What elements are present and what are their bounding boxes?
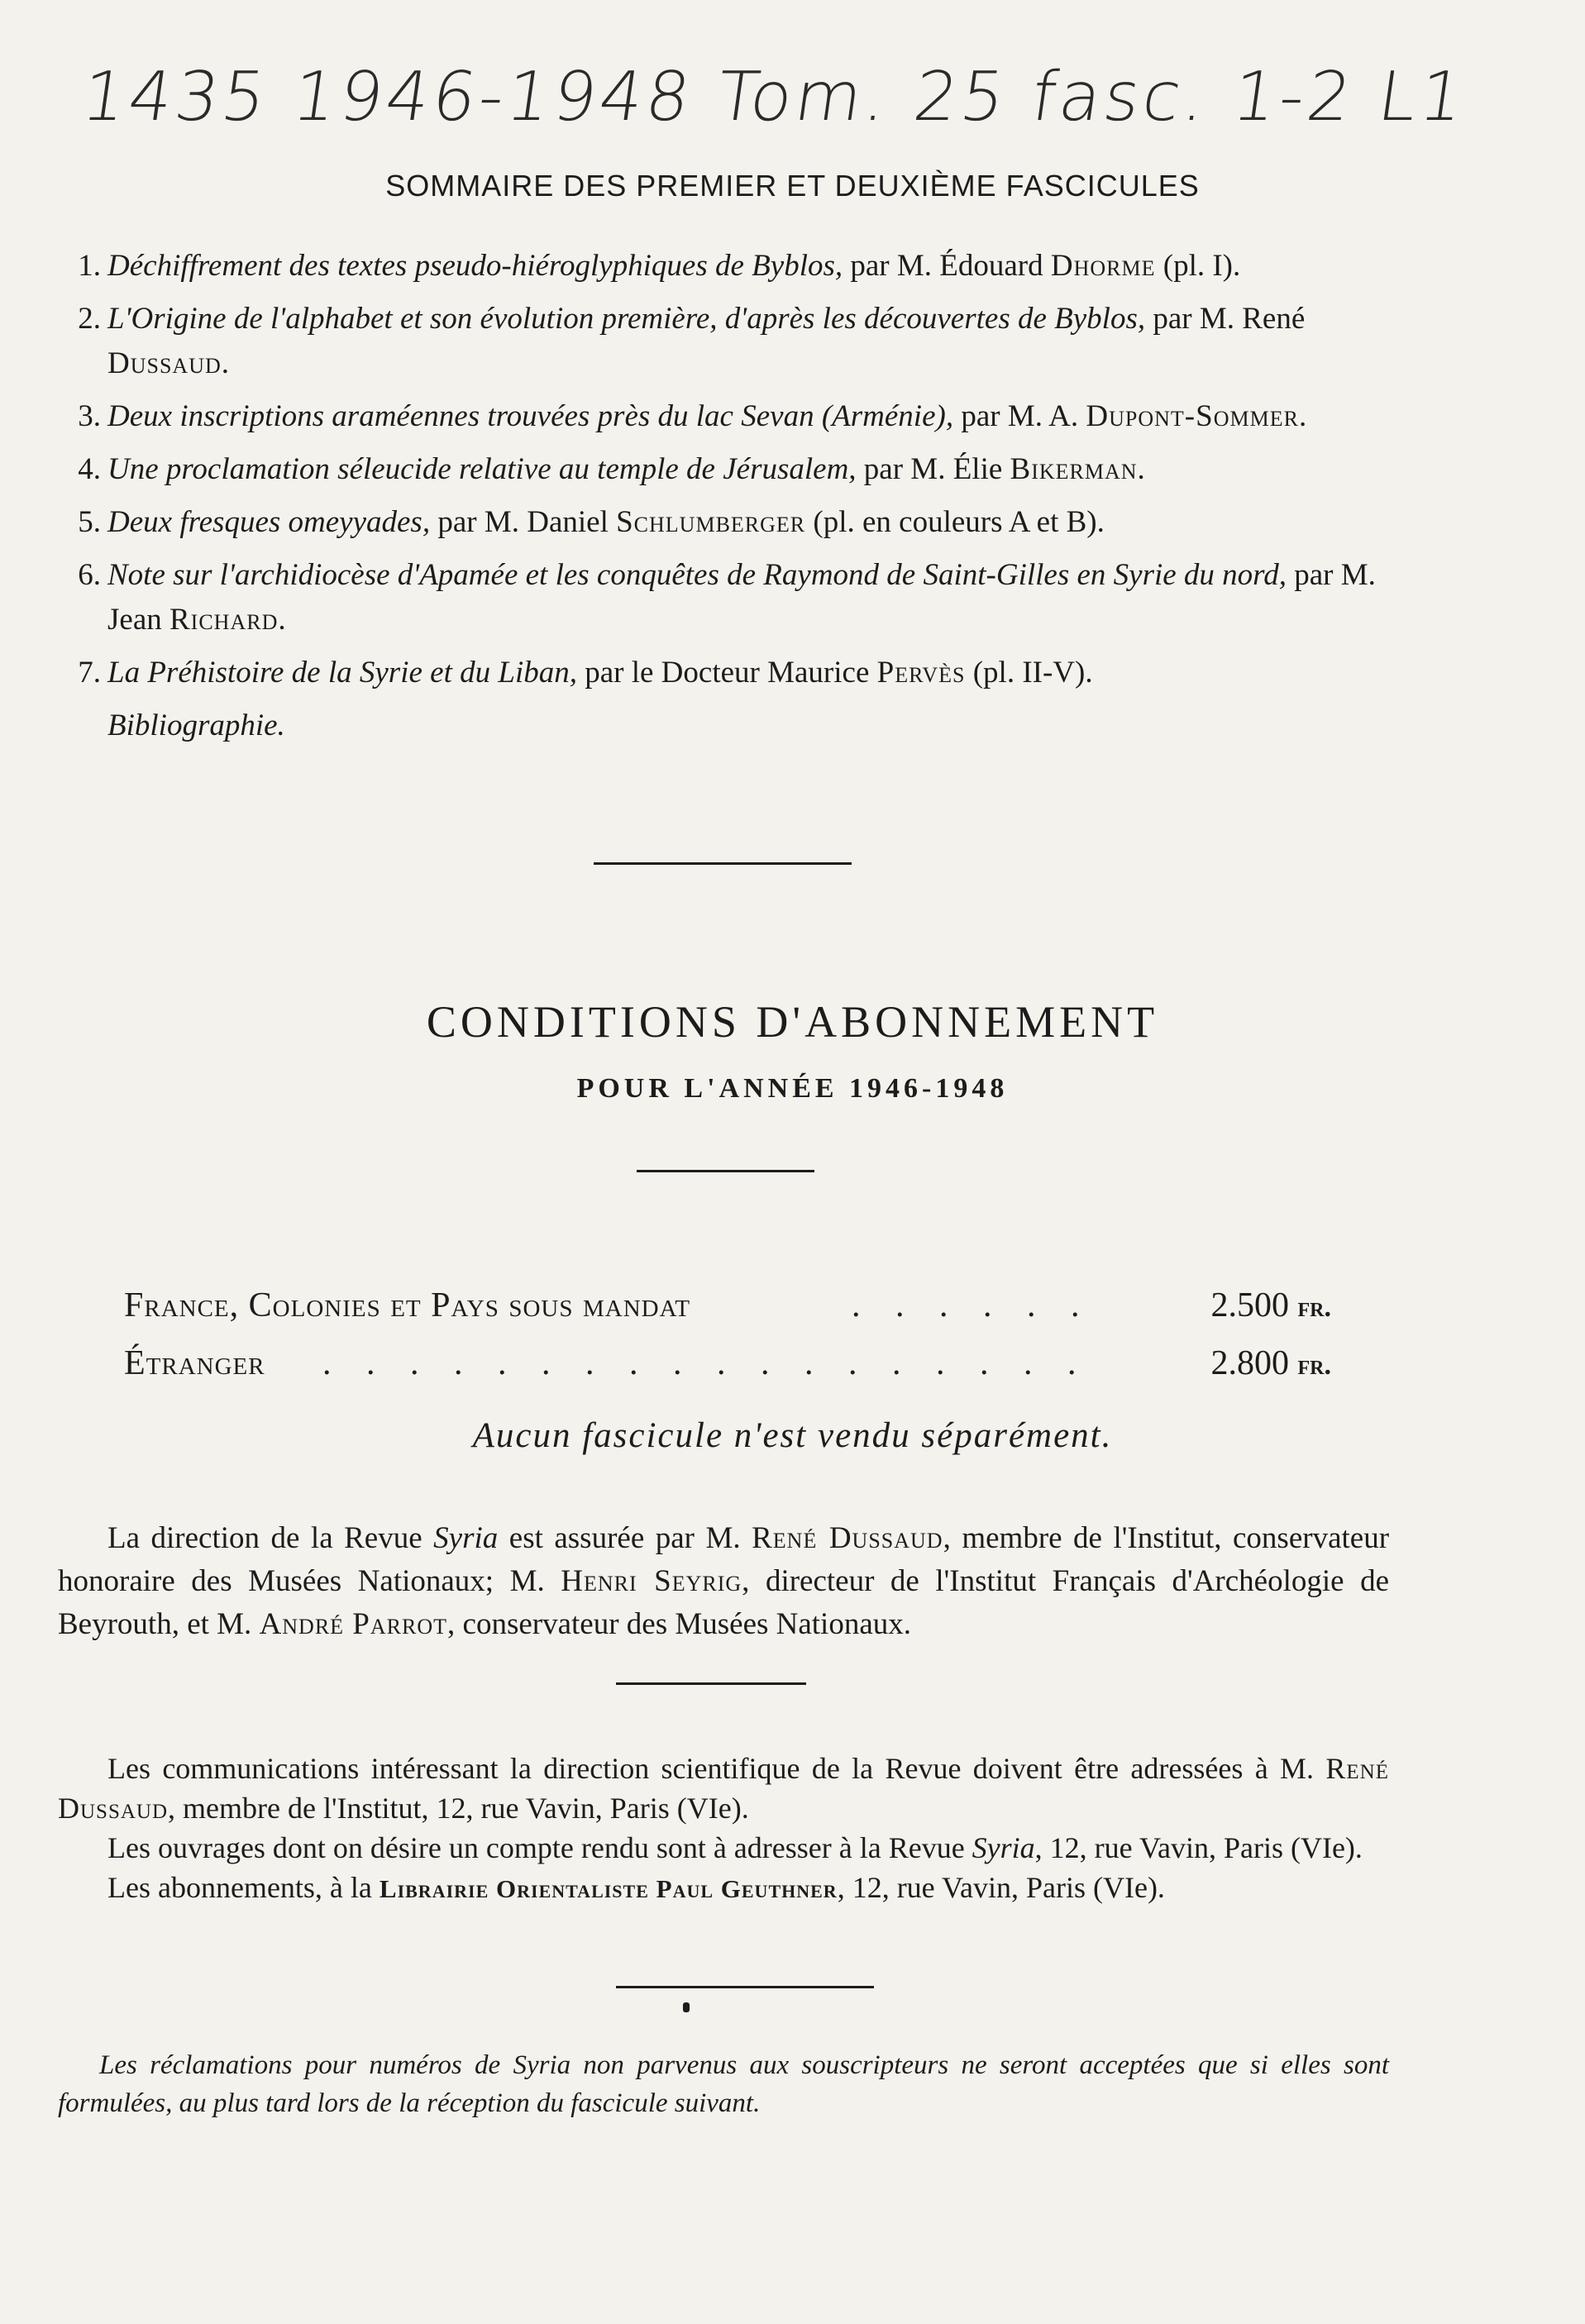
toc-number: 6. xyxy=(78,558,101,592)
price-currency: fr. xyxy=(1297,1350,1331,1381)
communications-p1 xyxy=(58,1749,1389,1828)
price-label: France, Colonies et Pays sous mandat xyxy=(124,1286,691,1324)
toc-bibliography: Bibliographie. xyxy=(107,709,285,742)
toc-extra: (pl. I). xyxy=(1162,249,1241,283)
table-of-contents xyxy=(58,244,1397,748)
toc-by: par M. Jean xyxy=(107,558,1376,637)
toc-title: Une proclamation séleucide relative au temple de Jérusalem, xyxy=(107,452,857,486)
summary-title: SOMMAIRE DES PREMIER ET DEUXIÈME FASCICULES xyxy=(385,169,1200,203)
toc-number: 5. xyxy=(78,505,101,539)
toc-title: L'Origine de l'alphabet et son évolution première, d'après les découvertes de Byblos, xyxy=(107,302,1146,336)
toc-title: La Préhistoire de la Syrie et du Liban, xyxy=(107,656,577,690)
toc-extra: . xyxy=(278,603,286,637)
price-label: Étranger xyxy=(124,1344,265,1382)
toc-author: Dhorme xyxy=(1050,249,1156,283)
price-row-etranger xyxy=(124,1343,1331,1393)
comm-text: , 12, rue Vavin, Paris (VIe). xyxy=(837,1871,1165,1904)
comm-text: , membre de l'Institut, 12, rue Vavin, Paris (VIe). xyxy=(168,1792,749,1825)
toc-item xyxy=(58,651,1397,695)
direction-text: , conservateur des Musées Nationaux. xyxy=(447,1607,912,1641)
toc-title: Note sur l'archidiocèse d'Apamée et les conquêtes de Raymond de Saint-Gilles en Syrie du nord, xyxy=(107,558,1287,592)
handwritten-archive-note: 1435 1946-1948 Tom. 25 fasc. 1-2 L1 xyxy=(77,58,1473,136)
toc-by: par M. Édouard xyxy=(850,249,1043,283)
journal-name: Syria xyxy=(433,1521,499,1555)
toc-number: 3. xyxy=(78,399,101,433)
communications-paragraphs xyxy=(58,1749,1389,1909)
comm-text: Les ouvrages dont on désire un compte rendu sont à adresser à la Revue xyxy=(107,1831,965,1864)
divider-rule xyxy=(637,1170,814,1172)
toc-item xyxy=(58,244,1397,289)
divider-rule xyxy=(616,1682,806,1685)
conditions-title: CONDITIONS D'ABONNEMENT xyxy=(426,997,1159,1047)
toc-item xyxy=(58,297,1397,386)
price-row-france xyxy=(124,1286,1331,1335)
toc-item xyxy=(58,447,1397,492)
toc-number: 4. xyxy=(78,452,101,486)
person-name: René Dussaud xyxy=(58,1752,1389,1825)
toc-extra: (pl. II-V). xyxy=(972,656,1093,690)
toc-number: 1. xyxy=(78,249,101,283)
toc-extra: (pl. en couleurs A et B). xyxy=(813,505,1105,539)
toc-by: par le Docteur Maurice xyxy=(585,656,870,690)
toc-title: Déchiffrement des textes pseudo-hiéroglyphiques de Byblos, xyxy=(107,249,843,283)
toc-by: par M. Élie xyxy=(863,452,1003,486)
toc-author: Schlumberger xyxy=(616,505,806,539)
toc-by: par M. A. xyxy=(961,399,1079,433)
toc-extra: . xyxy=(1298,399,1307,433)
conditions-subtitle: POUR L'ANNÉE 1946-1948 xyxy=(576,1073,1009,1104)
reclamations-note: Les réclamations pour numéros de Syria non parvenus aux souscripteurs ne seront acceptées que si elles sont formulées, au plus tard lors de la réception du fascicule suivant. xyxy=(58,2050,1389,2118)
divider-rule xyxy=(594,862,852,865)
direction-paragraph xyxy=(58,1517,1389,1646)
price-leader-dots: . . . . . . . . . . . . . . . . . . xyxy=(322,1344,1090,1382)
no-separate-sale-note: Aucun fascicule n'est vendu séparément. xyxy=(472,1416,1113,1455)
toc-author: Richard xyxy=(169,603,279,637)
toc-extra: . xyxy=(221,346,229,380)
toc-number: 7. xyxy=(78,656,101,690)
direction-text: , directeur de l'Institut Français d'Archéologie de Beyrouth, et M. xyxy=(58,1564,1389,1641)
price-value xyxy=(1211,1286,1332,1325)
price-currency: fr. xyxy=(1297,1292,1331,1323)
toc-number: 2. xyxy=(78,302,101,336)
price-value xyxy=(1211,1343,1332,1383)
publisher-name: Librairie Orientaliste Paul Geuthner xyxy=(379,1874,838,1903)
toc-by: par M. Daniel xyxy=(437,505,609,539)
person-name: Henri Seyrig xyxy=(561,1564,742,1598)
print-mark xyxy=(683,2002,690,2012)
toc-extra: . xyxy=(1137,452,1145,486)
toc-item xyxy=(58,553,1397,642)
comm-text: , 12, rue Vavin, Paris (VIe). xyxy=(1034,1831,1363,1864)
direction-text: , membre de l'Institut, conservateur honoraire des Musées Nationaux; M. xyxy=(58,1521,1390,1598)
direction-text: est assurée par M. xyxy=(508,1521,741,1555)
toc-title: Deux fresques omeyyades, xyxy=(107,505,431,539)
communications-p2 xyxy=(58,1828,1389,1868)
comm-text: Les communications intéressant la direction scientifique de la Revue doivent être adressées à M. xyxy=(107,1752,1315,1785)
price-leader-dots: . . . . . . xyxy=(852,1286,1093,1324)
toc-item xyxy=(58,394,1397,439)
journal-name: Syria xyxy=(972,1831,1035,1864)
toc-author: Dupont-Sommer xyxy=(1086,399,1299,433)
direction-text: La direction de la Revue xyxy=(107,1521,423,1555)
toc-author: Dussaud xyxy=(107,346,222,380)
toc-title: Deux inscriptions araméennes trouvées près du lac Sevan (Arménie), xyxy=(107,399,954,433)
communications-p3 xyxy=(58,1868,1389,1909)
toc-author: Pervès xyxy=(876,656,966,690)
toc-by: par M. René xyxy=(1153,302,1306,336)
divider-rule xyxy=(616,1986,874,1988)
person-name: André Parrot xyxy=(259,1607,448,1641)
toc-item xyxy=(58,500,1397,545)
price-amount: 2.800 xyxy=(1210,1344,1289,1382)
toc-author: Bikerman xyxy=(1010,452,1138,486)
person-name: René Dussaud xyxy=(752,1521,943,1555)
price-amount: 2.500 xyxy=(1210,1286,1289,1324)
comm-text: Les abonnements, à la xyxy=(107,1871,372,1904)
